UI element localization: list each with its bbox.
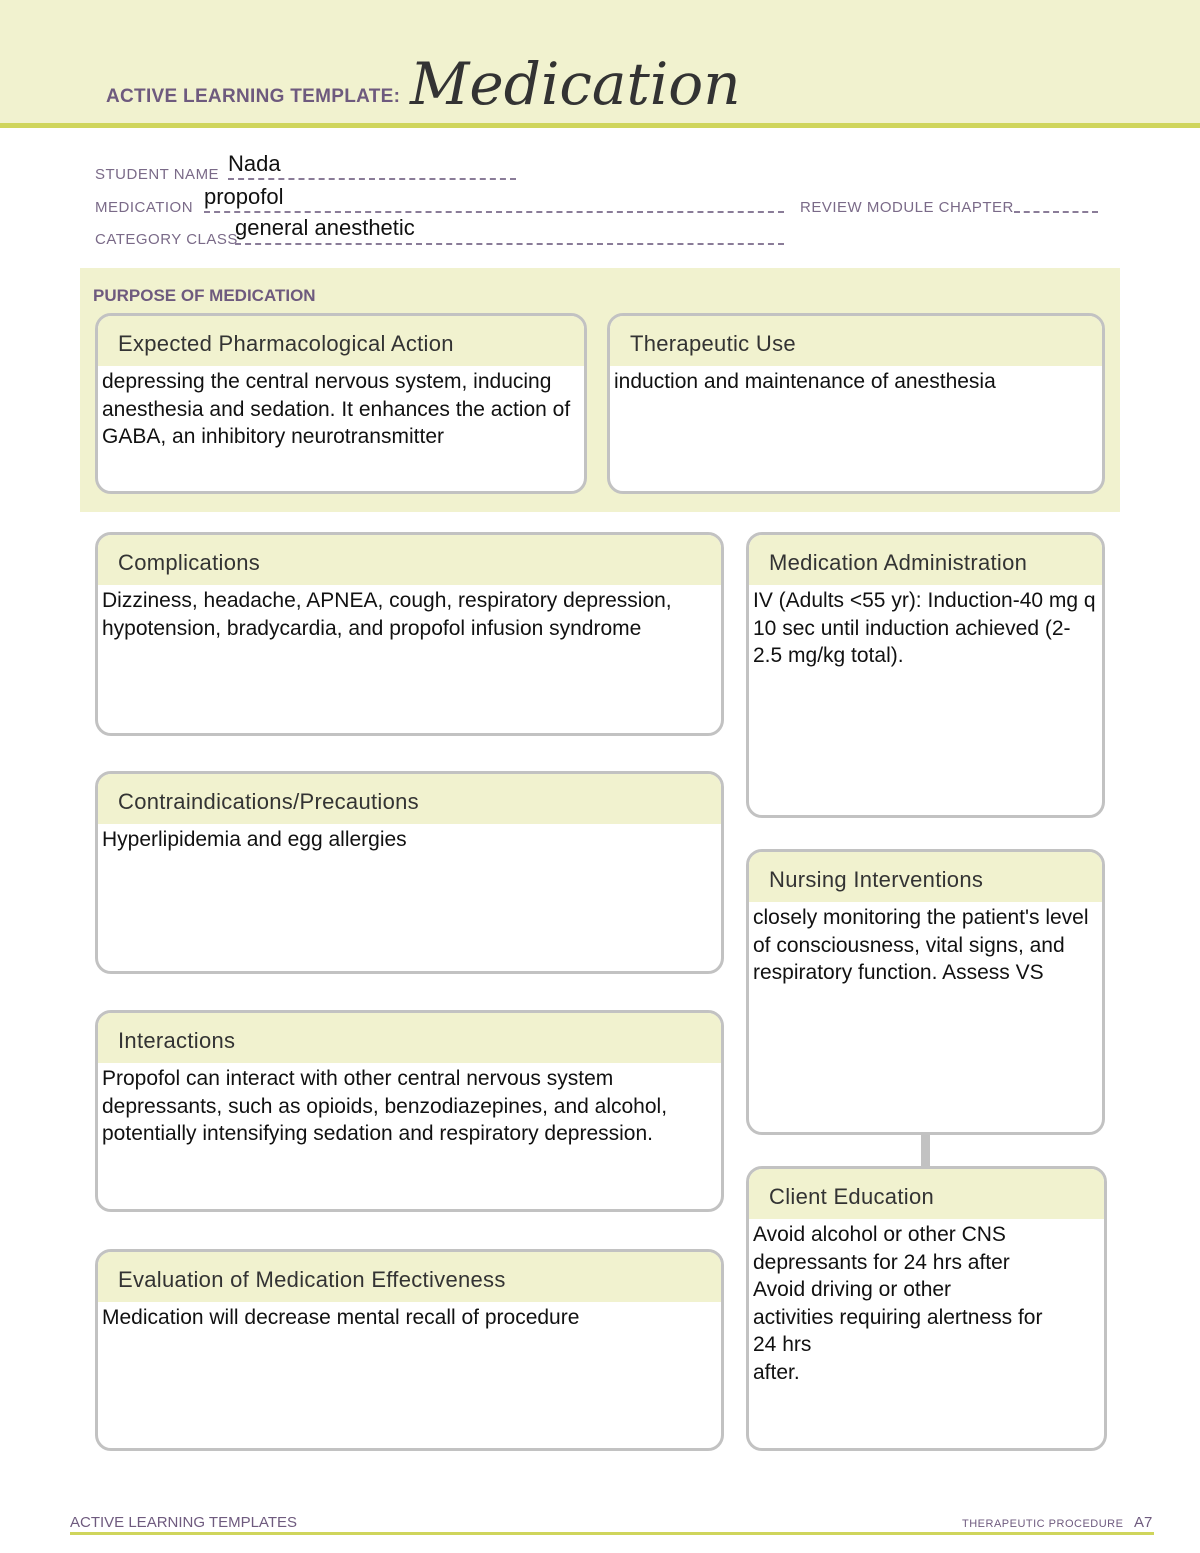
template-title: Medication [410, 50, 741, 118]
box-text[interactable]: induction and maintenance of anesthesia [614, 370, 996, 393]
box-title: Therapeutic Use [610, 316, 1102, 366]
administration-box [746, 532, 1105, 818]
box-text[interactable]: Propofol can interact with other central nervous system depressants, such as opioids, benzodiazepines, and alcohol, potentially intensifying sedation and respiratory depression. [102, 1067, 668, 1145]
box-title: Contraindications/Precautions [98, 774, 721, 824]
nursing-interventions-box [746, 849, 1105, 1135]
text-line: 24 hrs [753, 1333, 812, 1356]
box-text[interactable]: depressing the central nervous system, inducing anesthesia and sedation. It enhances the action of GABA, an inhibitory neurotransmitter [102, 370, 571, 448]
footer-section: THERAPEUTIC PROCEDURE [962, 1518, 1124, 1530]
student-name-label: STUDENT NAME [95, 166, 220, 183]
box-title: Evaluation of Medication Effectiveness [98, 1252, 721, 1302]
text-line: Avoid alcohol or other CNS [753, 1223, 1006, 1246]
box-connector [921, 1135, 930, 1167]
template-label: ACTIVE LEARNING TEMPLATE: [106, 86, 401, 107]
text-line: depressants for 24 hrs after [753, 1250, 1010, 1274]
review-module-label: REVIEW MODULE CHAPTER [800, 199, 1014, 216]
footer-line [70, 1532, 1154, 1535]
medication-line [204, 211, 784, 213]
text-line: activities requiring alertness for [753, 1305, 1043, 1329]
therapeutic-use-box [607, 313, 1105, 494]
medication-value[interactable]: propofol [204, 184, 284, 209]
client-education-box [746, 1166, 1107, 1451]
student-name-line [228, 178, 516, 180]
box-text[interactable]: Medication will decrease mental recall of procedure [102, 1306, 580, 1329]
footer-left: ACTIVE LEARNING TEMPLATES [70, 1514, 297, 1531]
box-title: Expected Pharmacological Action [98, 316, 584, 366]
box-text[interactable]: Hyperlipidemia and egg allergies [102, 828, 407, 851]
box-text[interactable]: closely monitoring the patient's level of consciousness, vital signs, and respiratory function. Assess VS [753, 906, 1089, 984]
box-text[interactable] [749, 1219, 1104, 1388]
review-module-line [1014, 211, 1098, 213]
box-text[interactable]: Dizziness, headache, APNEA, cough, respiratory depression, hypotension, bradycardia, and propofol infusion syndrome [102, 589, 672, 640]
box-text[interactable]: IV (Adults <55 yr): Induction-40 mg q 10 sec until induction achieved (2-2.5 mg/kg total). [753, 589, 1096, 667]
expected-action-box [95, 313, 587, 494]
complications-box [95, 532, 724, 736]
medication-label: MEDICATION [95, 199, 194, 216]
box-title: Client Education [749, 1169, 1104, 1219]
box-title: Complications [98, 535, 721, 585]
box-title: Interactions [98, 1013, 721, 1063]
category-class-value[interactable]: general anesthetic [235, 215, 415, 240]
interactions-box [95, 1010, 724, 1212]
text-line: Avoid driving or other [753, 1278, 952, 1301]
text-line: after. [753, 1360, 800, 1384]
student-name-value[interactable]: Nada [228, 151, 281, 176]
box-title: Medication Administration [749, 535, 1102, 585]
contraindications-box [95, 771, 724, 974]
category-class-label: CATEGORY CLASS [95, 231, 238, 248]
purpose-label: PURPOSE OF MEDICATION [93, 286, 316, 305]
box-title: Nursing Interventions [749, 852, 1102, 902]
category-class-line [235, 243, 784, 245]
evaluation-box [95, 1249, 724, 1451]
footer-page: A7 [1134, 1514, 1153, 1531]
